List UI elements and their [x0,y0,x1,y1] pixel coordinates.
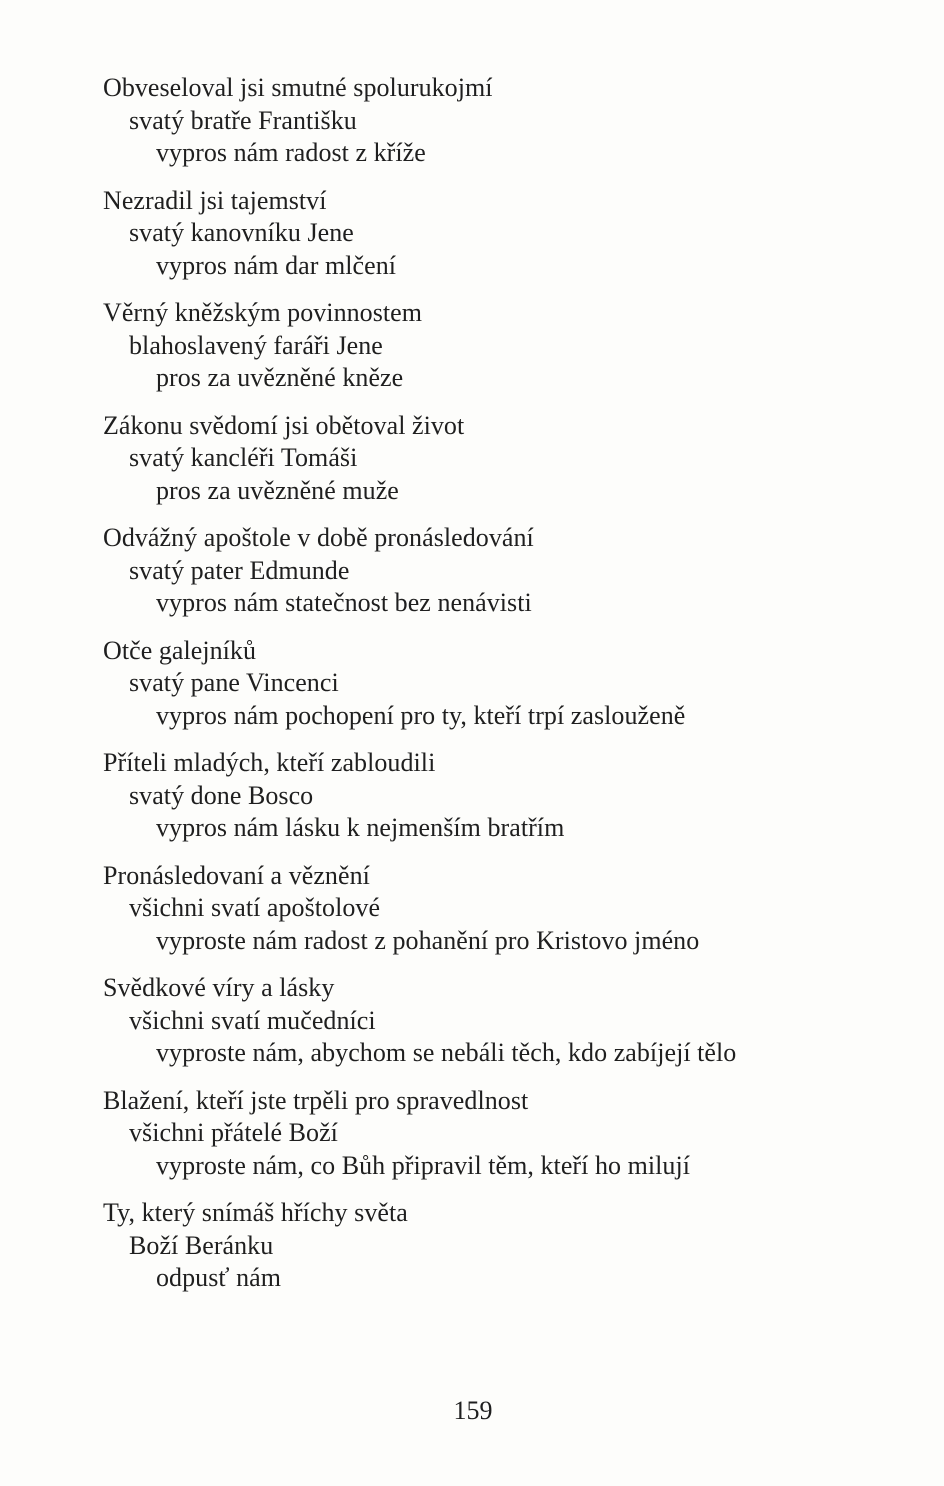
petition-line: vyproste nám radost z pohanění pro Kristovo jméno [156,925,700,955]
petition-line: vypros nám lásku k nejmenším bratřím [156,813,565,842]
address-line: všichni svatí mučedníci [129,1005,376,1035]
invocation-line: Věrný kněžským povinnostem [103,298,423,327]
petition-line: vypros nám dar mlčení [156,250,397,280]
invocation-line: Odvážný apoštole v době pronásledování [103,523,534,552]
address-line: všichni přátelé Boží [129,1118,338,1147]
stanza-4 [103,410,903,508]
invocation-line: Nezradil jsi tajemství [103,185,327,215]
stanza-8 [103,860,903,958]
petition-line: vypros nám pochopení pro ty, kteří trpí zaslouženě [156,700,686,730]
page-number [0,1395,944,1427]
page-number-text: 159 [453,1396,493,1425]
invocation-line: Pronásledovaní a věznění [103,860,370,890]
stanza-3 [103,297,903,395]
address-line: svatý pane Vincenci [129,668,339,697]
invocation-line: Otče galejníků [103,635,257,665]
invocation-line: Příteli mladých, kteří zabloudili [103,748,436,777]
stanza-9 [103,972,903,1070]
invocation-line: Ty, který snímáš hříchy světa [103,1198,408,1227]
address-line: svatý bratře Františku [129,105,357,135]
stanza-6 [103,635,903,733]
invocation-line: Zákonu svědomí jsi obětoval život [103,410,465,440]
petition-line: vypros nám statečnost bez nenávisti [156,588,532,617]
stanza-1 [103,72,903,170]
petition-line: vyproste nám, abychom se nebáli těch, kdo zabíjejí tělo [156,1038,737,1067]
address-line: Boží Beránku [129,1230,274,1260]
address-line: blahoslavený faráři Jene [129,330,383,360]
stanza-11 [103,1197,903,1295]
petition-line: vypros nám radost z kříže [156,138,426,167]
address-line: všichni svatí apoštolové [129,893,381,922]
address-line: svatý done Bosco [129,780,314,810]
address-line: svatý pater Edmunde [129,555,350,585]
stanza-7 [103,747,903,845]
address-line: svatý kanovníku Jene [129,218,354,247]
stanza-2 [103,185,903,283]
address-line: svatý kancléři Tomáši [129,443,358,472]
invocation-line: Svědkové víry a lásky [103,973,335,1002]
invocation-line: Obveseloval jsi smutné spolurukojmí [103,73,493,102]
invocation-line: Blažení, kteří jste trpěli pro spravedlnost [103,1085,529,1115]
petition-line: odpusť nám [156,1263,281,1292]
petition-line: pros za uvězněné muže [156,475,399,505]
stanza-10 [103,1085,903,1183]
petition-line: vyproste nám, co Bůh připravil těm, kteří ho milují [156,1150,691,1180]
litany-text [103,72,903,1310]
stanza-5 [103,522,903,620]
petition-line: pros za uvězněné kněze [156,363,404,392]
